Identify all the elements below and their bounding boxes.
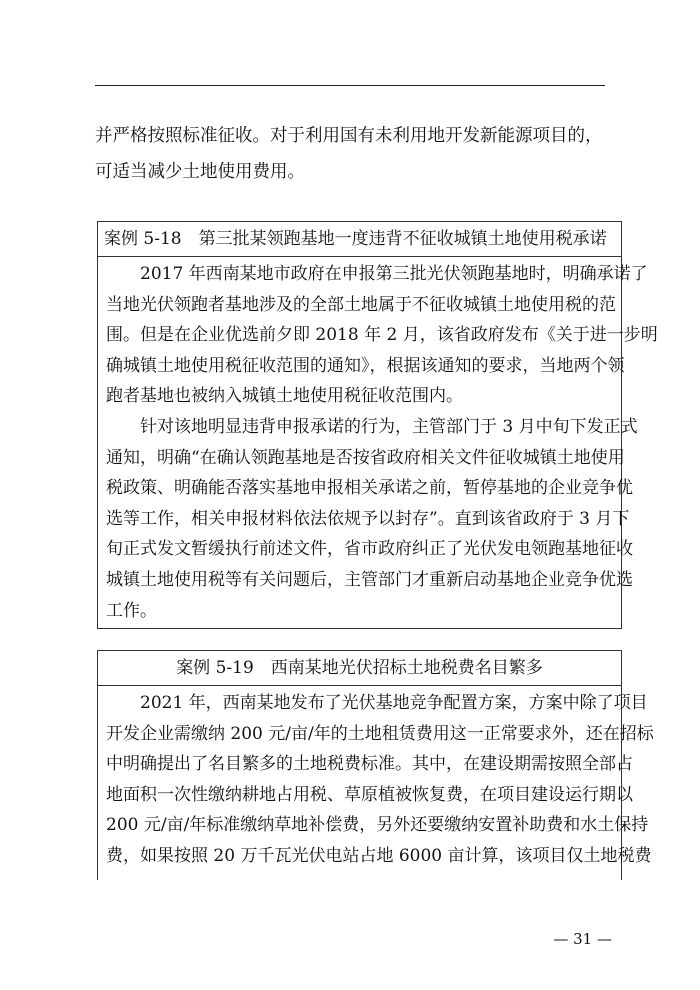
text-line: 选等工作，相关申报材料依法依规予以封存”。直到该省政府于 3 月下 <box>106 508 630 529</box>
text-line: 可适当减少土地使用费用。 <box>95 162 305 182</box>
case-body <box>98 257 658 626</box>
page-number: — 31 — <box>553 930 612 948</box>
text-line: 200 元/亩/年标准缴纳草地补偿费，另外还要缴纳安置补助费和水土保持 <box>106 815 649 836</box>
intro-paragraph <box>95 118 615 190</box>
case-box-5-19 <box>97 650 654 880</box>
text-line: 围。但是在企业优选前夕即 2018 年 2 月，该省政府发布《关于进一步明 <box>106 325 658 346</box>
text-line: 费，如果按照 20 万千瓦光伏电站占地 6000 亩计算，该项目仅土地税费 <box>106 845 652 866</box>
text-line: 开发企业需缴纳 200 元/亩/年的土地租赁费用这一正常要求外，还在招标 <box>106 723 654 744</box>
text-line: 针对该地明显违背申报承诺的行为，主管部门于 3 月中旬下发正式 <box>106 416 638 437</box>
header-rule <box>95 85 605 86</box>
text-line: 当地光伏领跑者基地涉及的全部土地属于不征收城镇土地使用税的范 <box>106 294 616 315</box>
text-line: 中明确提出了名目繁多的土地税费标准。其中，在建设期需按照全部占 <box>106 754 633 775</box>
text-line: 2021 年，西南某地发布了光伏基地竞争配置方案，方案中除了项目 <box>106 693 648 713</box>
text-line: 工作。 <box>106 600 157 621</box>
text-line: 地面积一次性缴纳耕地占用税、草原植被恢复费，在项目建设运行期以 <box>106 784 633 805</box>
case-box-5-18 <box>97 221 658 629</box>
text-line: 通知，明确“在确认领跑基地是否按省政府相关文件征收城镇土地使用 <box>106 447 625 468</box>
case-body <box>98 686 654 872</box>
text-line: 城镇土地使用税等有关问题后，主管部门才重新启动基地企业竞争优选 <box>106 569 633 590</box>
text-line: 旬正式发文暂缓执行前述文件，省市政府纠正了光伏发电领跑基地征收 <box>106 539 633 560</box>
text-line: 税政策、明确能否落实基地申报相关承诺之前，暂停基地的企业竞争优 <box>106 478 633 499</box>
text-line: 跑者基地也被纳入城镇土地使用税征收范围内。 <box>106 386 463 407</box>
text-line: 确城镇土地使用税征收范围的通知》，根据该通知的要求，当地两个领 <box>106 355 625 376</box>
text-line: 2017 年西南某地市政府在申报第三批光伏领跑基地时，明确承诺了 <box>106 264 648 284</box>
case-title: 案例 5-19 西南某地光伏招标土地税费名目繁多 <box>98 651 621 686</box>
text-line: 并严格按照标准征收。对于利用国有未利用地开发新能源项目的， <box>95 126 603 146</box>
case-title: 案例 5-18 第三批某领跑基地一度违背不征收城镇土地使用税承诺 <box>98 222 621 257</box>
